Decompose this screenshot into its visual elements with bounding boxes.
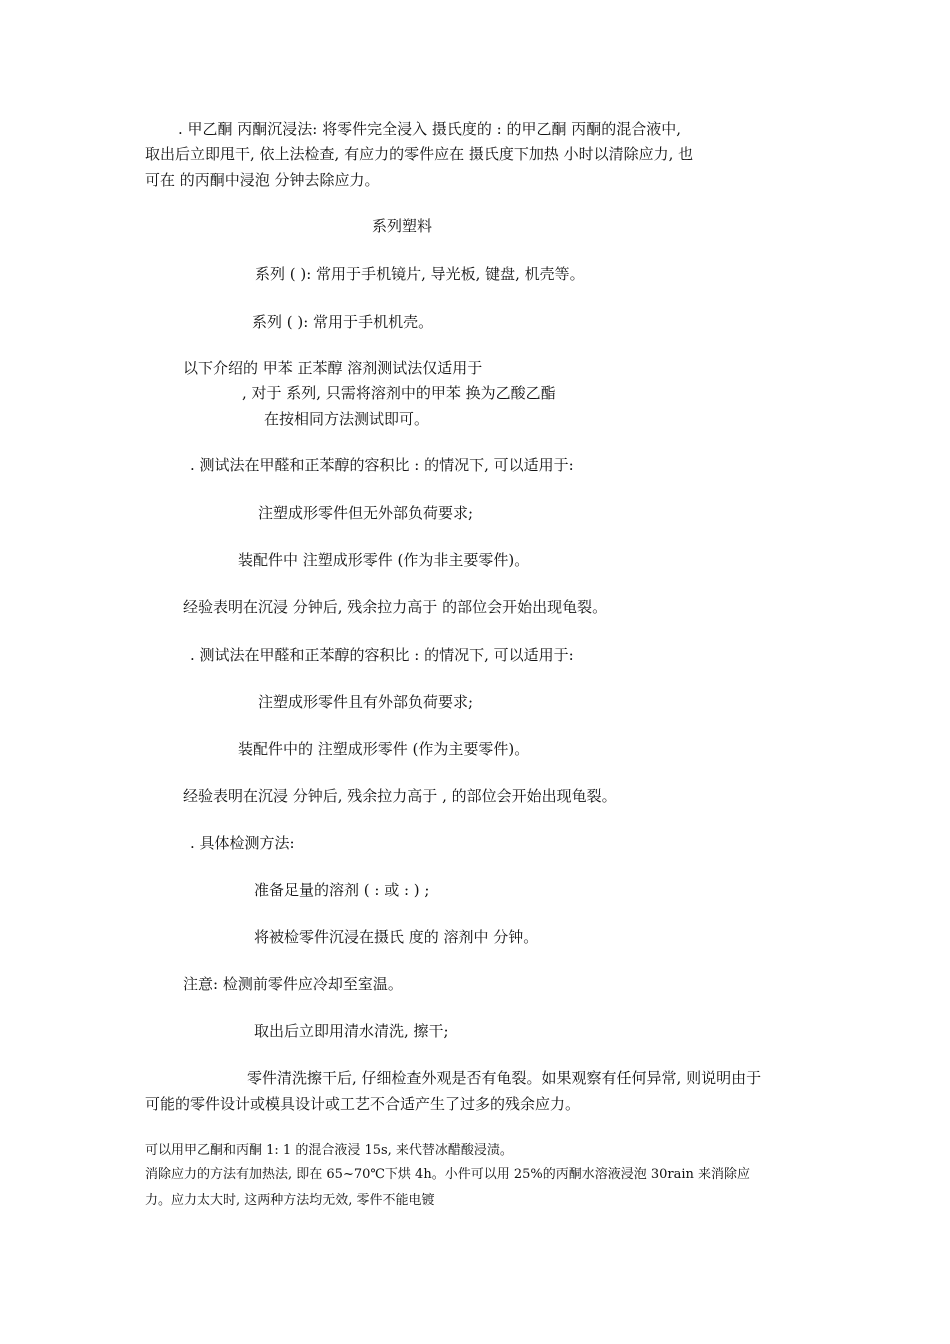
text-line-p2a: 以下介绍的 甲苯 正苯醇 溶剂测试法仅适用于 (183, 359, 483, 377)
text-line-s2: 系列 ( ): 常用于手机机壳。 (252, 313, 434, 331)
text-line-title: 系列塑料 (372, 217, 433, 235)
text-line-m2c: 经验表明在沉浸 分钟后, 残余拉力高于 , 的部位会开始出现龟裂。 (183, 787, 617, 805)
text-line-m1a: 注塑成形零件但无外部负荷要求; (258, 504, 474, 522)
text-line-m2b: 装配件中的 注塑成形零件 (作为主要零件)。 (238, 740, 530, 758)
text-line-f3: 力。应力太大时, 这两种方法均无效, 零件不能电镀 (145, 1193, 435, 1208)
text-line-p1a: . 甲乙酮 丙酮沉浸法: 将零件完全浸入 摄氏度的 : 的甲乙酮 丙酮的混合液中, (178, 120, 682, 138)
text-line-s1: 系列 ( ): 常用于手机镜片, 导光板, 键盘, 机壳等。 (255, 265, 585, 283)
text-line-m1c: 经验表明在沉浸 分钟后, 残余拉力高于 的部位会开始出现龟裂。 (183, 598, 608, 616)
text-line-m3b: 将被检零件沉浸在摄氏 度的 溶剂中 分钟。 (254, 928, 539, 946)
text-line-m3: . 具体检测方法: (190, 834, 295, 852)
text-line-p3b: 可能的零件设计或模具设计或工艺不合适产生了过多的残余应力。 (145, 1095, 581, 1113)
text-line-p2c: 在按相同方法测试即可。 (264, 410, 430, 428)
text-line-m1b: 装配件中 注塑成形零件 (作为非主要零件)。 (238, 551, 530, 569)
text-line-p1b: 取出后立即甩干, 依上法检查, 有应力的零件应在 摄氏度下加热 小时以清除应力, 也 (145, 145, 694, 163)
text-line-m3a: 准备足量的溶剂 ( : 或 : ) ; (254, 881, 430, 899)
text-line-m2a: 注塑成形零件且有外部负荷要求; (258, 693, 474, 711)
text-line-f1: 可以用甲乙酮和丙酮 1: 1 的混合液浸 15s, 来代替冰醋酸浸渍。 (145, 1143, 513, 1158)
text-line-f2: 消除应力的方法有加热法, 即在 65~70℃下烘 4h。小件可以用 25%的丙酮水溶液浸泡 30rain 来消除应 (145, 1167, 751, 1182)
text-line-p1c: 可在 的丙酮中浸泡 分钟去除应力。 (145, 171, 380, 189)
text-line-p3a: 零件清洗擦干后, 仔细检查外观是否有龟裂。如果观察有任何异常, 则说明由于 (247, 1069, 762, 1087)
text-line-p2b: , 对于 系列, 只需将溶剂中的甲苯 换为乙酸乙酯 (242, 384, 556, 402)
text-line-m3c: 取出后立即用清水清洗, 擦干; (254, 1022, 449, 1040)
text-line-m2: . 测试法在甲醛和正苯醇的容积比 : 的情况下, 可以适用于: (190, 646, 574, 664)
text-line-note: 注意: 检测前零件应冷却至室温。 (183, 975, 403, 993)
text-line-m1: . 测试法在甲醛和正苯醇的容积比 : 的情况下, 可以适用于: (190, 456, 574, 474)
